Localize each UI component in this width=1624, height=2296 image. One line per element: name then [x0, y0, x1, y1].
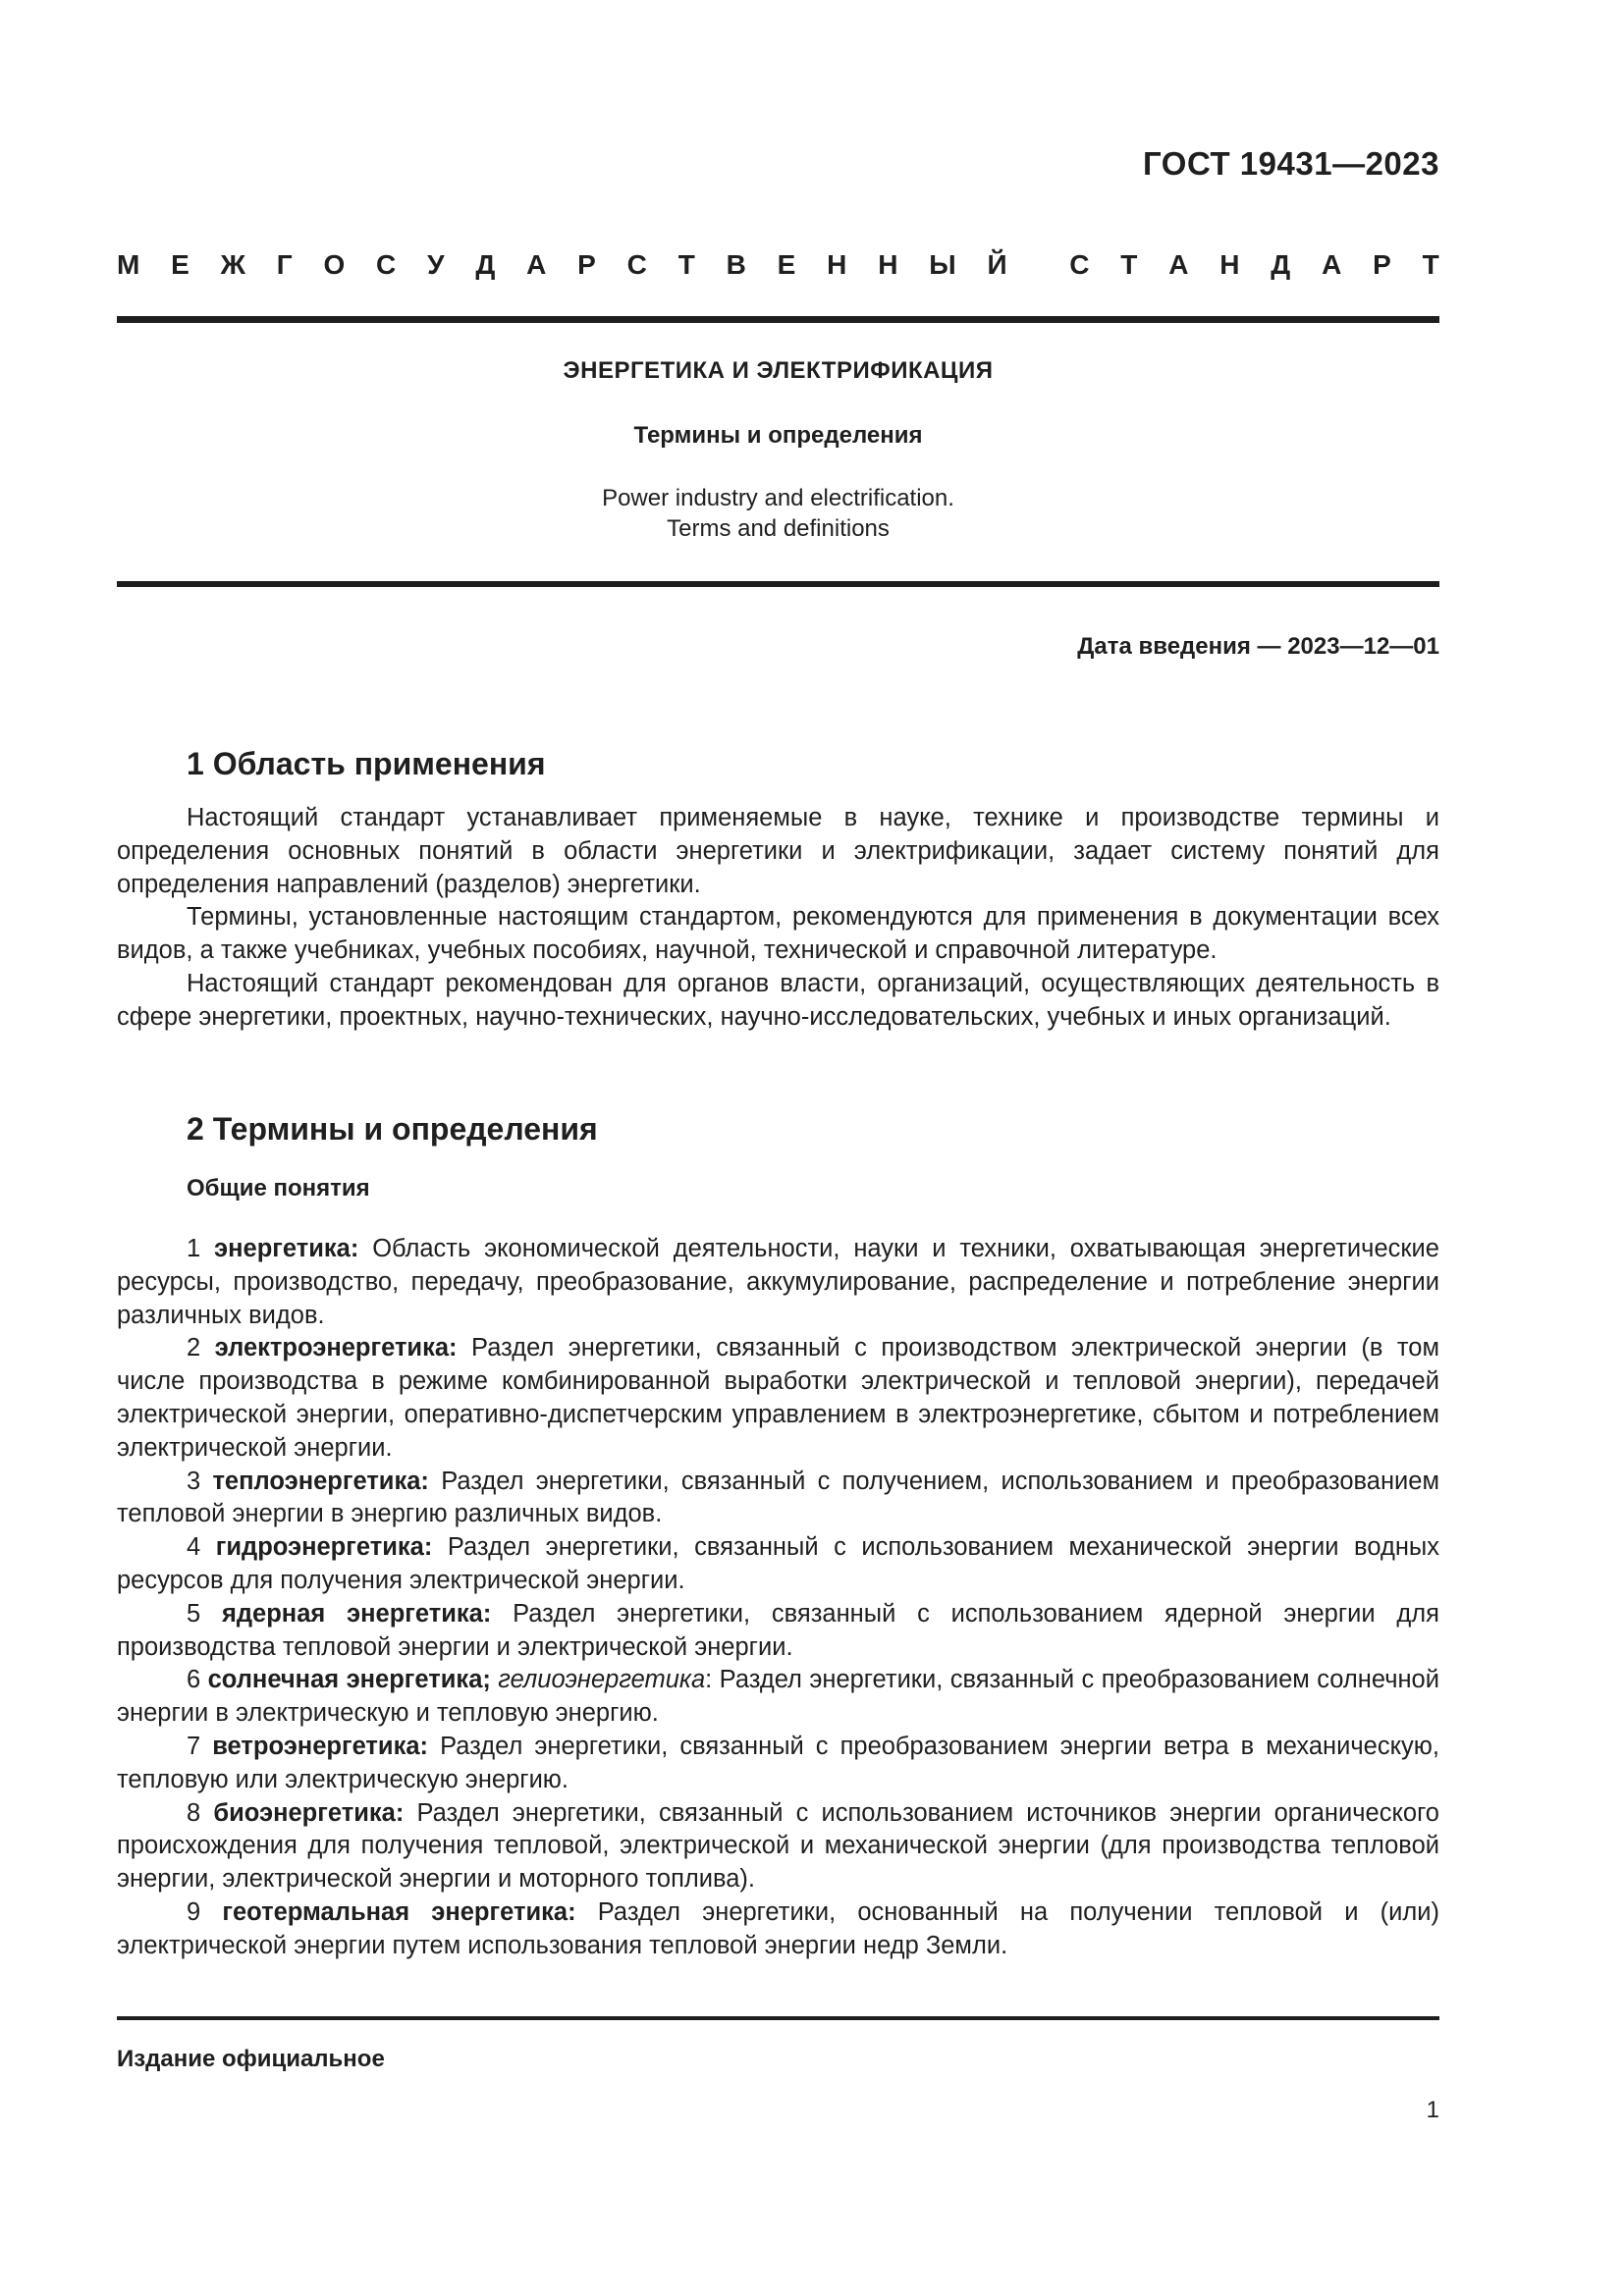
term-entry: [117, 1731, 1439, 1797]
english-title: [117, 483, 1439, 544]
term-number: 4: [187, 1533, 201, 1562]
banner-letter: С: [1069, 249, 1090, 280]
term-entry: [117, 1598, 1439, 1665]
term-number: 1: [187, 1235, 201, 1262]
english-title-line: Power industry and electrification.: [602, 485, 954, 511]
term-name: солнечная энергетика;: [207, 1666, 491, 1694]
banner-letter: Т: [677, 249, 695, 280]
term-name: гидроэнергетика:: [215, 1533, 433, 1562]
term-definition: Раздел энергетики, связанный с преобразованием энергии ветра в механическую, тепловую или электрическую энергию.: [117, 1732, 1439, 1793]
term-entry: [117, 1233, 1439, 1332]
term-name: геотермальная энергетика:: [222, 1897, 576, 1926]
banner-letter: Д: [475, 249, 496, 280]
paragraph: Настоящий стандарт устанавливает применяемые в науке, технике и производстве термины и определения основных понятий в области энергетики и электрификации, задает систему понятий для определения направлений (разделов) энергетики.: [117, 804, 1439, 898]
banner-letter: Р: [1373, 249, 1391, 280]
term-definition: Раздел энергетики, связанный с использованием источников энергии органического происхождения для получения тепловой, электрической и механической энергии (для производства тепловой энергии, электрической энергии и моторного топлива).: [117, 1798, 1439, 1894]
paragraph: Термины, установленные настоящим стандартом, рекомендуются для применения в документации всех видов, а также учебниках, учебных пособиях, научной, технической и справочной литературе.: [117, 903, 1439, 965]
banner-letter: А: [526, 249, 547, 280]
section-1-body: [117, 802, 1439, 1035]
document-title: ЭНЕРГЕТИКА И ЭЛЕКТРИФИКАЦИЯ: [563, 357, 994, 384]
banner-letter: М: [117, 249, 140, 280]
official-edition-label: Издание официальное: [117, 2046, 385, 2072]
term-number: 6: [187, 1666, 201, 1694]
term-entry: [117, 1531, 1439, 1598]
term-name: электроэнергетика:: [214, 1334, 458, 1362]
banner-letter: О: [323, 249, 346, 280]
term-synonym: гелиоэнергетика: [498, 1666, 706, 1694]
banner-letter: В: [726, 249, 746, 280]
terms-list: [117, 1233, 1439, 1963]
banner-letter: С: [626, 249, 647, 280]
term-entry: [117, 1797, 1439, 1896]
banner-letter: С: [376, 249, 397, 280]
banner-letter: Н: [827, 249, 847, 280]
section-2-heading: 2 Термины и определения: [187, 1111, 598, 1147]
term-number: 5: [187, 1599, 201, 1628]
english-title-line: Terms and definitions: [667, 515, 890, 542]
banner-letter: Т: [1422, 249, 1439, 280]
general-concepts-subheading: Общие понятия: [187, 1175, 370, 1201]
banner-letter: Р: [577, 249, 596, 280]
term-number: 9: [187, 1897, 201, 1926]
interstate-standard-banner: [117, 249, 1439, 281]
term-number: 3: [187, 1467, 201, 1495]
footer-rule: [117, 2016, 1439, 2020]
banner-letter: А: [1322, 249, 1342, 280]
page-number: 1: [1426, 2097, 1439, 2123]
term-definition: Раздел энергетики, связанный с использованием ядерной энергии для производства тепловой энергии и электрической энергии.: [117, 1599, 1439, 1661]
banner-letter: Е: [171, 249, 189, 280]
term-name: энергетика:: [214, 1235, 359, 1262]
introduction-date: Дата введения — 2023—12—01: [1077, 633, 1439, 660]
term-definition: Область экономической деятельности, науки и техники, охватывающая энергетические ресурсы, производство, передачу, преобразование, аккумулирование, распределение и потребление энергии различных видов.: [117, 1235, 1439, 1329]
term-number: 7: [187, 1732, 201, 1760]
term-name: ядерная энергетика:: [221, 1599, 492, 1628]
term-definition: Раздел энергетики, связанный с получением, использованием и преобразованием тепловой энергии в энергию различных видов.: [117, 1467, 1439, 1528]
banner-letter: У: [427, 249, 445, 280]
term-entry: [117, 1466, 1439, 1532]
term-name: ветроэнергетика:: [212, 1732, 429, 1760]
term-entry: 6 солнечная энергетика; гелиоэнергетика: Раздел энергетики, связанный с преобразованием солнечной энергии в электрическую и тепловую энергию.: [117, 1666, 1439, 1728]
term-entry: [117, 1332, 1439, 1465]
paragraph: Настоящий стандарт рекомендован для органов власти, организаций, осуществляющих деятельность в сфере энергетики, проектных, научно-технических, научно-исследовательских, учебных и иных организаций.: [117, 969, 1439, 1031]
banner-letter: Г: [276, 249, 293, 280]
document-subtitle: Термины и определения: [633, 422, 923, 449]
term-entry: [117, 1896, 1439, 1963]
term-number: 8: [187, 1798, 201, 1827]
term-definition: Раздел энергетики, основанный на получении тепловой и (или) электрической энергии путем использования тепловой энергии недр Земли.: [117, 1897, 1439, 1959]
banner-letter: Й: [987, 249, 1007, 280]
banner-letter: Е: [777, 249, 796, 280]
section-1-heading: 1 Область применения: [187, 746, 546, 781]
standard-number: ГОСТ 19431—2023: [1143, 145, 1439, 182]
term-name: теплоэнергетика:: [212, 1467, 429, 1495]
term-name: биоэнергетика:: [213, 1798, 405, 1827]
banner-letter: Т: [1120, 249, 1138, 280]
term-definition: Раздел энергетики, связанный с преобразованием солнечной энергии в электрическую и тепловую энергию.: [117, 1666, 1439, 1728]
banner-letter: Ы: [929, 249, 956, 280]
term-definition: Раздел энергетики, связанный с производством электрической энергии (в том числе производства в режиме комбинированной выработки электрической и тепловой энергии), передачей электрической энергии, оперативно-диспетчерским управлением в электроэнергетике, сбытом и потреблением электрической энергии.: [117, 1334, 1440, 1462]
header-rule: [117, 316, 1439, 323]
banner-letter: Ж: [220, 249, 245, 280]
banner-letter: Н: [878, 249, 898, 280]
banner-letter: Д: [1271, 249, 1291, 280]
banner-letter: А: [1168, 249, 1189, 280]
banner-letter: Н: [1219, 249, 1240, 280]
term-definition: Раздел энергетики, связанный с использованием механической энергии водных ресурсов для получения электрической энергии.: [117, 1533, 1439, 1594]
term-number: 2: [187, 1334, 201, 1362]
title-rule: [117, 581, 1439, 587]
